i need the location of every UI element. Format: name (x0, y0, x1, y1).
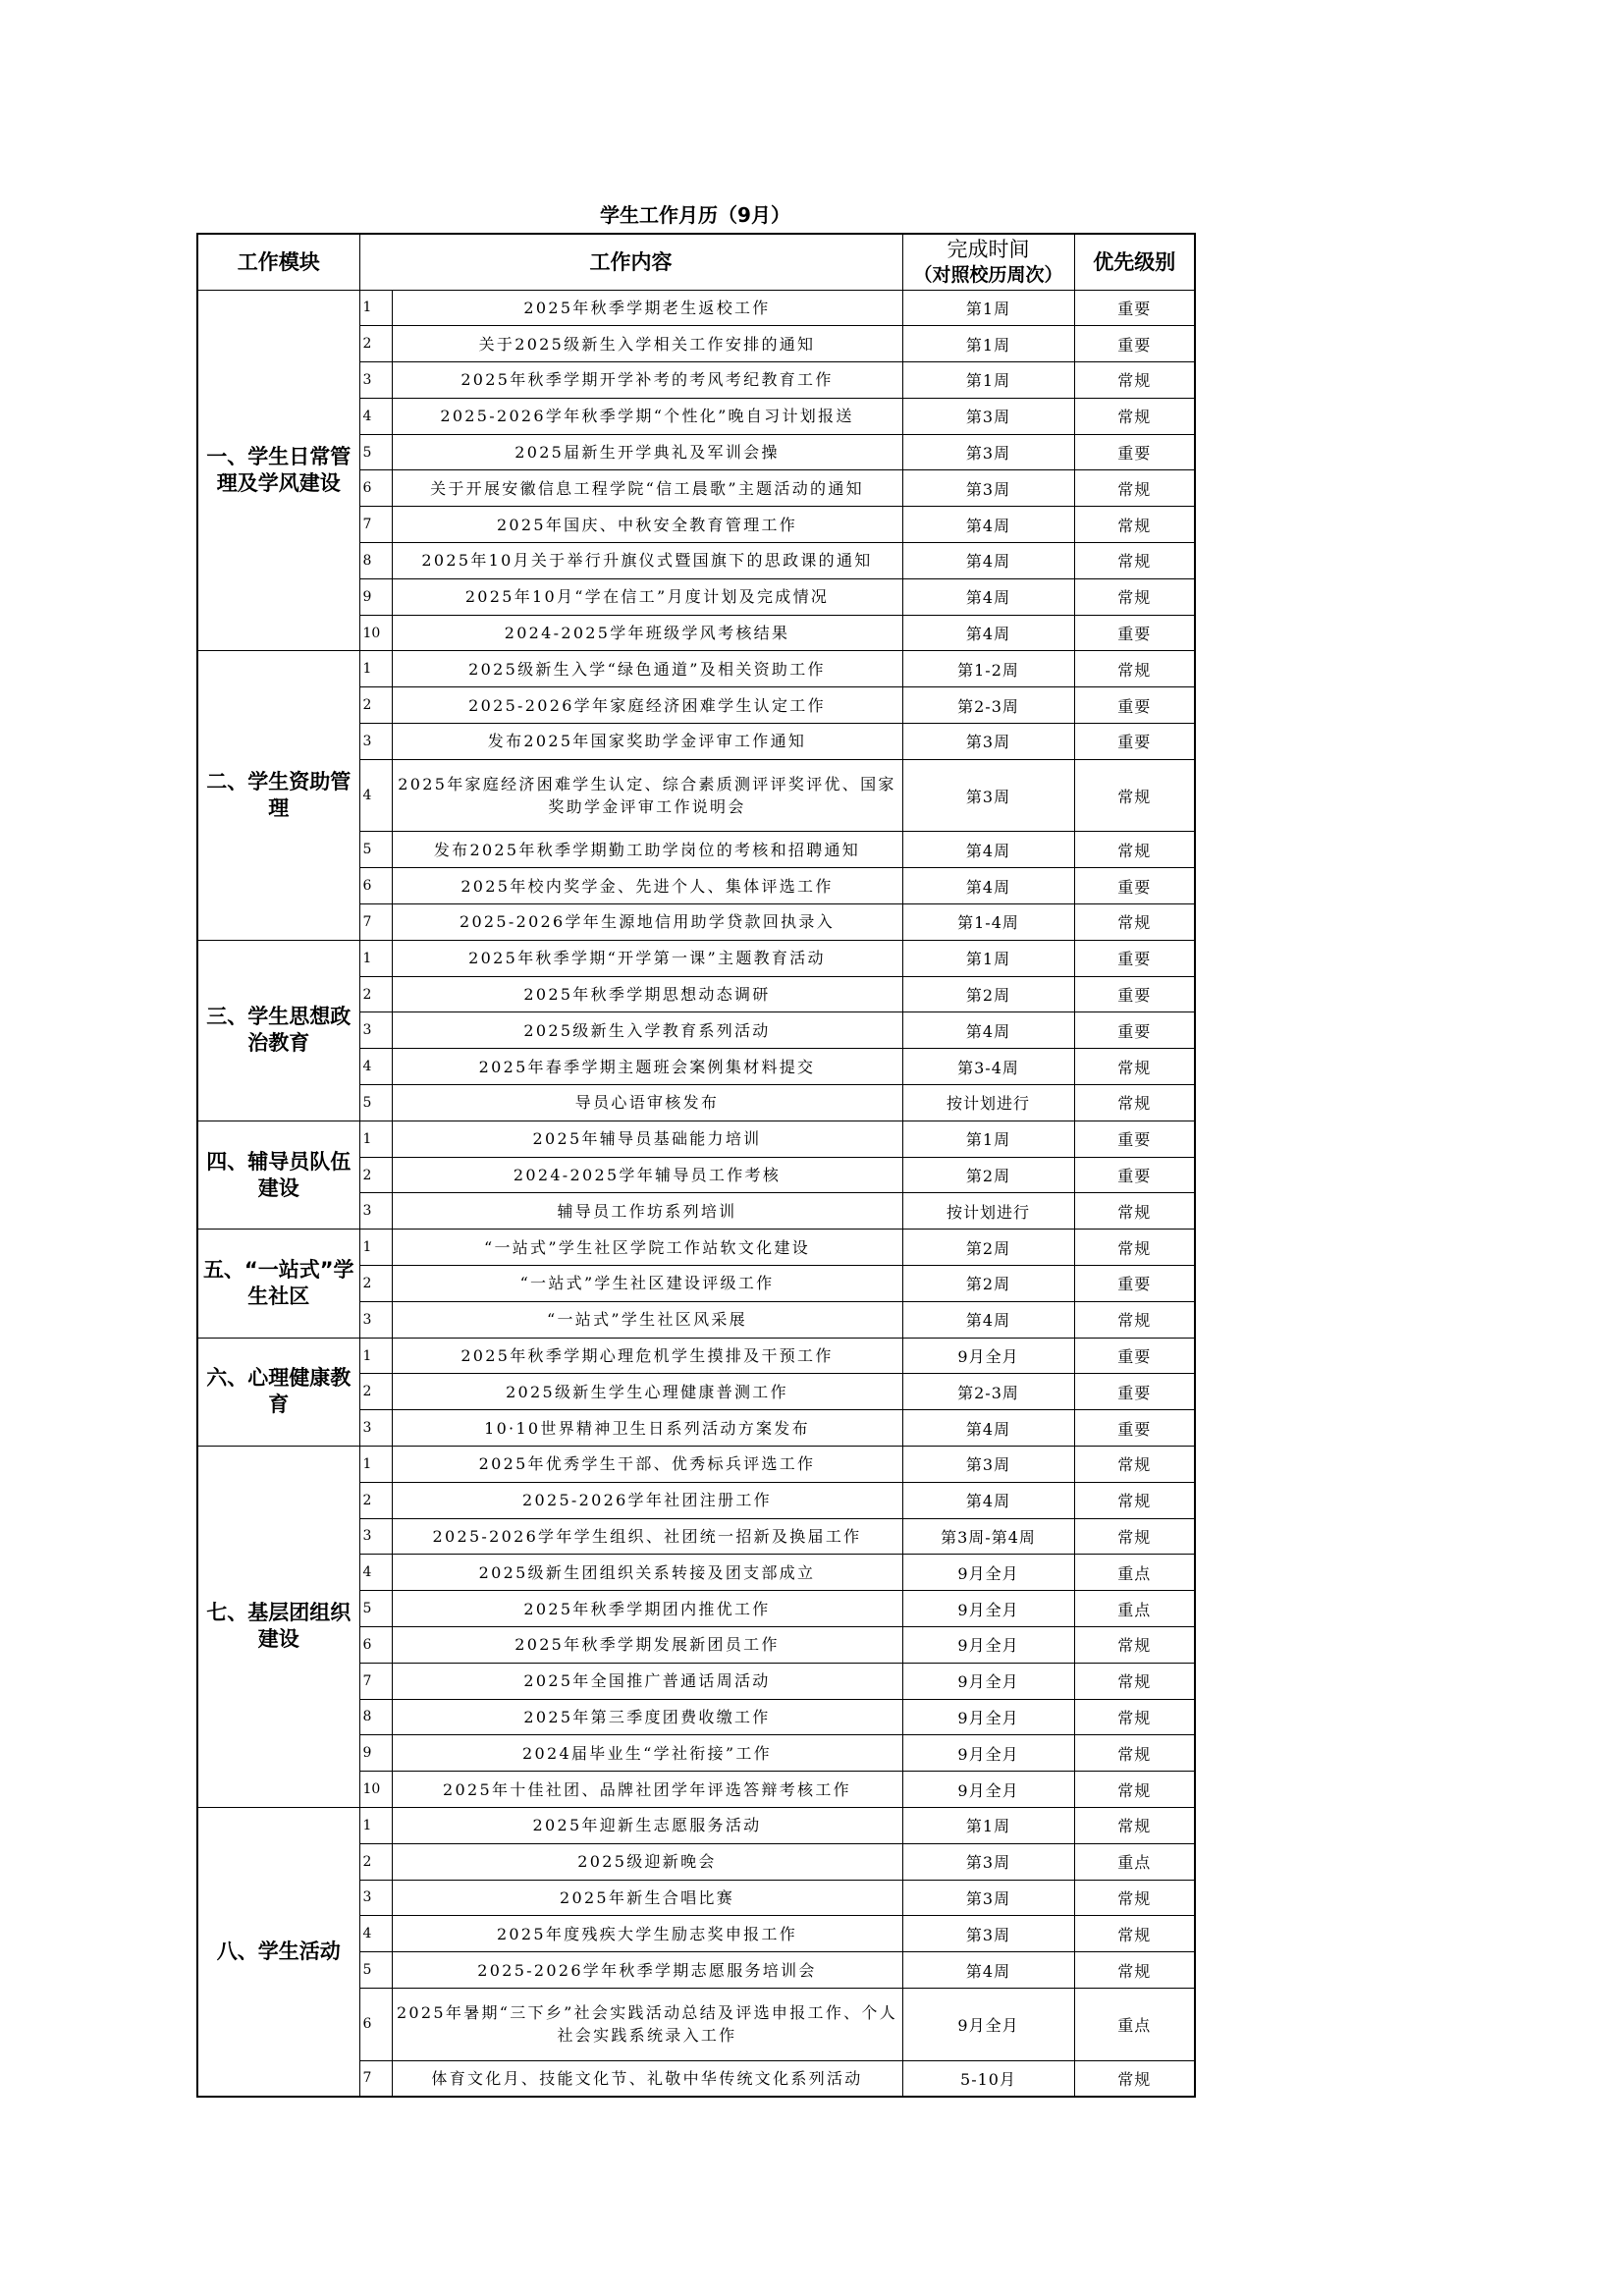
priority-level: 重要 (1074, 1266, 1195, 1302)
completion-time: 第3周 (902, 470, 1074, 507)
work-content (392, 398, 902, 434)
completion-time: 第3-4周 (902, 1049, 1074, 1085)
completion-time: 第3周 (902, 724, 1074, 760)
row-number: 1 (359, 1230, 392, 1266)
work-content-text: 2025届新生开学典礼及军训会操 (514, 443, 780, 463)
work-content (392, 1591, 902, 1627)
work-content (392, 2060, 902, 2097)
work-content (392, 1988, 902, 2060)
work-content (392, 615, 902, 651)
row-number: 5 (359, 832, 392, 868)
row-number: 1 (359, 1807, 392, 1843)
priority-level: 重要 (1074, 1410, 1195, 1447)
row-number: 5 (359, 434, 392, 470)
table-header (197, 234, 1195, 290)
row-number: 1 (359, 1338, 392, 1374)
module-cell: 八、学生活动 (197, 1807, 359, 2096)
work-content (392, 1230, 902, 1266)
row-number: 10 (359, 615, 392, 651)
work-content-text: 2025年十佳社团、品牌社团学年评选答辩考核工作 (443, 1779, 851, 1799)
priority-level: 常规 (1074, 1301, 1195, 1338)
work-content-text: 2025级新生学生心理健康普测工作 (506, 1382, 788, 1401)
priority-level: 常规 (1074, 1880, 1195, 1916)
work-content (392, 687, 902, 724)
priority-level: 重要 (1074, 615, 1195, 651)
work-content (392, 434, 902, 470)
priority-level: 常规 (1074, 1193, 1195, 1230)
row-number: 7 (359, 507, 392, 543)
module-cell: 六、心理健康教育 (197, 1338, 359, 1446)
work-content (392, 362, 902, 399)
module-cell: 二、学生资助管理 (197, 651, 359, 940)
header-time-line2: （对照校历周次） (913, 263, 1063, 286)
row-number: 8 (359, 1699, 392, 1735)
priority-level: 常规 (1074, 362, 1195, 399)
completion-time: 第3周 (902, 398, 1074, 434)
work-content-text: 2025级新生入学“绿色通道”及相关资助工作 (468, 659, 826, 679)
row-number: 3 (359, 1880, 392, 1916)
work-content (392, 1049, 902, 1085)
work-content (392, 543, 902, 579)
completion-time: 第1周 (902, 1121, 1074, 1157)
work-content (392, 1085, 902, 1121)
page-title: 学生工作月历（9月） (600, 203, 790, 227)
row-number: 2 (359, 1482, 392, 1518)
table-row (197, 1121, 1195, 1157)
work-content (392, 578, 902, 615)
row-number: 6 (359, 1988, 392, 2060)
work-content-text: 2025-2026学年秋季学期志愿服务培训会 (477, 1960, 817, 1980)
work-content-text: 2025年第三季度团费收缴工作 (523, 1707, 771, 1726)
row-number: 2 (359, 1843, 392, 1880)
work-content-text: 2025年校内奖学金、先进个人、集体评选工作 (460, 876, 834, 896)
completion-time: 9月全月 (902, 1555, 1074, 1591)
work-content (392, 1482, 902, 1518)
completion-time: 第2周 (902, 1230, 1074, 1266)
priority-level: 常规 (1074, 2060, 1195, 2097)
priority-level: 常规 (1074, 507, 1195, 543)
completion-time: 第4周 (902, 1012, 1074, 1049)
work-content (392, 1880, 902, 1916)
row-number: 2 (359, 1157, 392, 1193)
priority-level: 重要 (1074, 1374, 1195, 1410)
completion-time: 9月全月 (902, 1772, 1074, 1808)
completion-time: 第4周 (902, 615, 1074, 651)
row-number: 2 (359, 1266, 392, 1302)
work-content (392, 290, 902, 326)
completion-time: 9月全月 (902, 1988, 1074, 2060)
work-content (392, 832, 902, 868)
row-number: 4 (359, 1555, 392, 1591)
module-cell: 一、学生日常管理及学风建设 (197, 290, 359, 651)
work-content-text: 2025-2026学年生源地信用助学贷款回执录入 (459, 912, 836, 932)
completion-time: 9月全月 (902, 1735, 1074, 1772)
work-content (392, 904, 902, 941)
row-number: 5 (359, 1085, 392, 1121)
priority-level: 常规 (1074, 1952, 1195, 1989)
work-content-text: “一站式”学生社区建设评级工作 (519, 1274, 775, 1293)
row-number: 2 (359, 687, 392, 724)
completion-time: 第4周 (902, 543, 1074, 579)
row-number: 1 (359, 1447, 392, 1483)
work-content-text: 2024-2025学年班级学风考核结果 (504, 624, 790, 643)
priority-level: 常规 (1074, 832, 1195, 868)
completion-time: 第4周 (902, 1301, 1074, 1338)
priority-level: 重要 (1074, 290, 1195, 326)
completion-time: 第1周 (902, 1807, 1074, 1843)
row-number: 4 (359, 1049, 392, 1085)
work-content-text: 2025年优秀学生干部、优秀标兵评选工作 (478, 1454, 816, 1474)
work-content (392, 1807, 902, 1843)
priority-level: 常规 (1074, 1626, 1195, 1663)
priority-level: 重点 (1074, 1591, 1195, 1627)
completion-time: 第4周 (902, 868, 1074, 904)
work-content-text: 2025年辅导员基础能力培训 (532, 1129, 762, 1149)
priority-level: 常规 (1074, 1447, 1195, 1483)
work-content-text: 体育文化月、技能文化节、礼敬中华传统文化系列活动 (431, 2068, 863, 2088)
work-content-text: “一站式”学生社区学院工作站软文化建设 (483, 1237, 811, 1257)
priority-level: 常规 (1074, 651, 1195, 687)
work-content (392, 1916, 902, 1952)
completion-time: 9月全月 (902, 1699, 1074, 1735)
completion-time: 第3周-第4周 (902, 1518, 1074, 1555)
row-number: 7 (359, 1663, 392, 1699)
work-content-text: 2025-2026学年家庭经济困难学生认定工作 (468, 695, 826, 715)
work-content (392, 1447, 902, 1483)
work-content (392, 724, 902, 760)
completion-time: 第1-4周 (902, 904, 1074, 941)
priority-level: 重点 (1074, 1555, 1195, 1591)
row-number: 3 (359, 362, 392, 399)
header-content: 工作内容 (359, 234, 902, 290)
row-number: 1 (359, 1121, 392, 1157)
priority-level: 重点 (1074, 1988, 1195, 2060)
work-content-text: 导员心语审核发布 (574, 1093, 720, 1113)
priority-level: 常规 (1074, 1916, 1195, 1952)
completion-time: 第4周 (902, 1952, 1074, 1989)
work-content-text: 关于开展安徽信息工程学院“信工晨歌”主题活动的通知 (430, 478, 864, 498)
work-content (392, 1735, 902, 1772)
work-content (392, 1555, 902, 1591)
row-number: 3 (359, 1301, 392, 1338)
module-cell: 七、基层团组织建设 (197, 1447, 359, 1808)
work-content-text: 发布2025年秋季学期勤工助学岗位的考核和招聘通知 (433, 840, 861, 859)
priority-level: 常规 (1074, 470, 1195, 507)
row-number: 4 (359, 759, 392, 832)
work-content (392, 326, 902, 362)
work-calendar-table (196, 233, 1196, 2098)
priority-level: 重要 (1074, 687, 1195, 724)
priority-level: 常规 (1074, 1049, 1195, 1085)
table-row (197, 1338, 1195, 1374)
work-content (392, 1626, 902, 1663)
work-content (392, 470, 902, 507)
work-content (392, 1410, 902, 1447)
work-content (392, 507, 902, 543)
work-content-text: 10·10世界精神卫生日系列活动方案发布 (484, 1418, 810, 1438)
priority-level: 常规 (1074, 1482, 1195, 1518)
work-content-text: 2024-2025学年辅导员工作考核 (513, 1166, 782, 1185)
work-content-text: 发布2025年国家奖助学金评审工作通知 (487, 732, 807, 751)
work-content (392, 1338, 902, 1374)
work-content-text: “一站式”学生社区风采展 (547, 1310, 747, 1330)
header-priority: 优先级别 (1074, 234, 1195, 290)
completion-time: 第3周 (902, 1880, 1074, 1916)
completion-time: 按计划进行 (902, 1085, 1074, 1121)
work-content-text: 2025年国庆、中秋安全教育管理工作 (496, 515, 798, 534)
row-number: 3 (359, 1518, 392, 1555)
completion-time: 按计划进行 (902, 1193, 1074, 1230)
completion-time: 第4周 (902, 578, 1074, 615)
priority-level: 常规 (1074, 578, 1195, 615)
completion-time: 第3周 (902, 1447, 1074, 1483)
row-number: 2 (359, 326, 392, 362)
completion-time: 第2周 (902, 1266, 1074, 1302)
row-number: 3 (359, 1410, 392, 1447)
work-content-text: 2025年秋季学期“开学第一课”主题教育活动 (468, 949, 826, 968)
completion-time: 第1周 (902, 940, 1074, 976)
work-content-text: 辅导员工作坊系列培训 (557, 1201, 737, 1221)
work-content (392, 1374, 902, 1410)
work-content-text: 2025年秋季学期团内推优工作 (523, 1599, 771, 1618)
priority-level: 重点 (1074, 1843, 1195, 1880)
work-content-text: 2025-2026学年秋季学期“个性化”晚自习计划报送 (440, 407, 854, 426)
priority-level: 常规 (1074, 1663, 1195, 1699)
table-row (197, 290, 1195, 326)
row-number: 4 (359, 398, 392, 434)
completion-time: 第4周 (902, 832, 1074, 868)
work-content (392, 1663, 902, 1699)
table-row (197, 651, 1195, 687)
module-cell: 五、“一站式”学生社区 (197, 1230, 359, 1338)
row-number: 9 (359, 1735, 392, 1772)
work-content (392, 1301, 902, 1338)
work-content-text: 2025-2026学年学生组织、社团统一招新及换届工作 (432, 1526, 862, 1546)
work-content-text: 2025年春季学期主题班会案例集材料提交 (478, 1057, 816, 1076)
header-row (197, 234, 1195, 290)
work-content-text: 2025年秋季学期心理危机学生摸排及干预工作 (460, 1346, 834, 1365)
row-number: 2 (359, 976, 392, 1012)
completion-time: 5-10月 (902, 2060, 1074, 2097)
completion-time: 第1周 (902, 362, 1074, 399)
work-content-text: 关于2025级新生入学相关工作安排的通知 (478, 334, 816, 354)
table-row (197, 940, 1195, 976)
work-content-text: 2025年秋季学期发展新团员工作 (514, 1635, 780, 1655)
priority-level: 常规 (1074, 1230, 1195, 1266)
completion-time: 第3周 (902, 1843, 1074, 1880)
header-time-line1: 完成时间 (947, 237, 1030, 261)
priority-level: 重要 (1074, 1157, 1195, 1193)
priority-level: 重要 (1074, 940, 1195, 976)
priority-level: 常规 (1074, 398, 1195, 434)
row-number: 5 (359, 1591, 392, 1627)
priority-level: 重要 (1074, 326, 1195, 362)
completion-time: 第1周 (902, 326, 1074, 362)
priority-level: 重要 (1074, 868, 1195, 904)
priority-level: 重要 (1074, 1121, 1195, 1157)
work-content-text: 2025年暑期“三下乡”社会实践活动总结及评选申报工作、个人社会实践系统录入工作 (396, 2003, 898, 2046)
table-row (197, 1447, 1195, 1483)
table-row (197, 1230, 1195, 1266)
work-content-text: 2025级迎新晚会 (577, 1852, 717, 1872)
work-content (392, 1518, 902, 1555)
work-content (392, 1952, 902, 1989)
priority-level: 重要 (1074, 1012, 1195, 1049)
row-number: 5 (359, 1952, 392, 1989)
row-number: 8 (359, 543, 392, 579)
row-number: 7 (359, 904, 392, 941)
work-content (392, 1266, 902, 1302)
completion-time: 第1-2周 (902, 651, 1074, 687)
row-number: 9 (359, 578, 392, 615)
work-content-text: 2025年10月“学在信工”月度计划及完成情况 (464, 587, 830, 607)
work-content (392, 651, 902, 687)
row-number: 1 (359, 940, 392, 976)
work-content-text: 2025年秋季学期思想动态调研 (523, 985, 771, 1005)
priority-level: 重要 (1074, 434, 1195, 470)
work-content-text: 2025年新生合唱比赛 (559, 1887, 735, 1907)
completion-time: 第3周 (902, 1916, 1074, 1952)
row-number: 1 (359, 290, 392, 326)
priority-level: 常规 (1074, 1518, 1195, 1555)
completion-time: 第2周 (902, 1157, 1074, 1193)
module-cell: 三、学生思想政治教育 (197, 940, 359, 1121)
priority-level: 常规 (1074, 1807, 1195, 1843)
completion-time: 第2-3周 (902, 687, 1074, 724)
completion-time: 第1周 (902, 290, 1074, 326)
row-number: 10 (359, 1772, 392, 1808)
completion-time: 9月全月 (902, 1663, 1074, 1699)
calendar-body (197, 290, 1195, 2097)
work-content (392, 1193, 902, 1230)
completion-time: 9月全月 (902, 1626, 1074, 1663)
completion-time: 9月全月 (902, 1591, 1074, 1627)
work-content-text: 2025年秋季学期老生返校工作 (523, 298, 771, 317)
work-content (392, 868, 902, 904)
work-content (392, 940, 902, 976)
work-content-text: 2024届毕业生“学社衔接”工作 (522, 1743, 772, 1763)
completion-time: 第2周 (902, 976, 1074, 1012)
completion-time: 第3周 (902, 759, 1074, 832)
row-number: 6 (359, 868, 392, 904)
work-content (392, 976, 902, 1012)
priority-level: 常规 (1074, 1699, 1195, 1735)
header-time (902, 234, 1074, 290)
priority-level: 常规 (1074, 904, 1195, 941)
completion-time: 第4周 (902, 507, 1074, 543)
row-number: 7 (359, 2060, 392, 2097)
work-content (392, 1699, 902, 1735)
row-number: 4 (359, 1916, 392, 1952)
work-content (392, 1012, 902, 1049)
completion-time: 第4周 (902, 1482, 1074, 1518)
completion-time: 第3周 (902, 434, 1074, 470)
row-number: 1 (359, 651, 392, 687)
work-content-text: 2025年秋季学期开学补考的考风考纪教育工作 (460, 370, 834, 390)
work-content-text: 2025年家庭经济困难学生认定、综合素质测评评奖评优、国家奖助学金评审工作说明会 (398, 775, 896, 817)
work-content (392, 1121, 902, 1157)
priority-level: 常规 (1074, 1772, 1195, 1808)
priority-level: 重要 (1074, 976, 1195, 1012)
work-content-text: 2025年迎新生志愿服务活动 (532, 1816, 762, 1835)
row-number: 6 (359, 1626, 392, 1663)
completion-time: 9月全月 (902, 1338, 1074, 1374)
priority-level: 常规 (1074, 759, 1195, 832)
priority-level: 常规 (1074, 1085, 1195, 1121)
work-content (392, 759, 902, 832)
completion-time: 第4周 (902, 1410, 1074, 1447)
work-content-text: 2025年10月关于举行升旗仪式暨国旗下的思政课的通知 (421, 551, 873, 571)
priority-level: 常规 (1074, 543, 1195, 579)
work-content-text: 2025年全国推广普通话周活动 (523, 1671, 771, 1691)
table-row (197, 1807, 1195, 1843)
priority-level: 重要 (1074, 1338, 1195, 1374)
row-number: 3 (359, 724, 392, 760)
work-content-text: 2025级新生入学教育系列活动 (523, 1020, 771, 1040)
work-content-text: 2025级新生团组织关系转接及团支部成立 (478, 1562, 816, 1582)
row-number: 6 (359, 470, 392, 507)
row-number: 3 (359, 1193, 392, 1230)
work-content (392, 1772, 902, 1808)
work-content (392, 1157, 902, 1193)
work-content (392, 1843, 902, 1880)
row-number: 3 (359, 1012, 392, 1049)
work-content-text: 2025-2026学年社团注册工作 (522, 1491, 772, 1510)
work-content-text: 2025年度残疾大学生励志奖申报工作 (496, 1924, 798, 1943)
priority-level: 重要 (1074, 724, 1195, 760)
module-cell: 四、辅导员队伍建设 (197, 1121, 359, 1229)
completion-time: 第2-3周 (902, 1374, 1074, 1410)
row-number: 2 (359, 1374, 392, 1410)
priority-level: 常规 (1074, 1735, 1195, 1772)
header-module: 工作模块 (197, 234, 359, 290)
